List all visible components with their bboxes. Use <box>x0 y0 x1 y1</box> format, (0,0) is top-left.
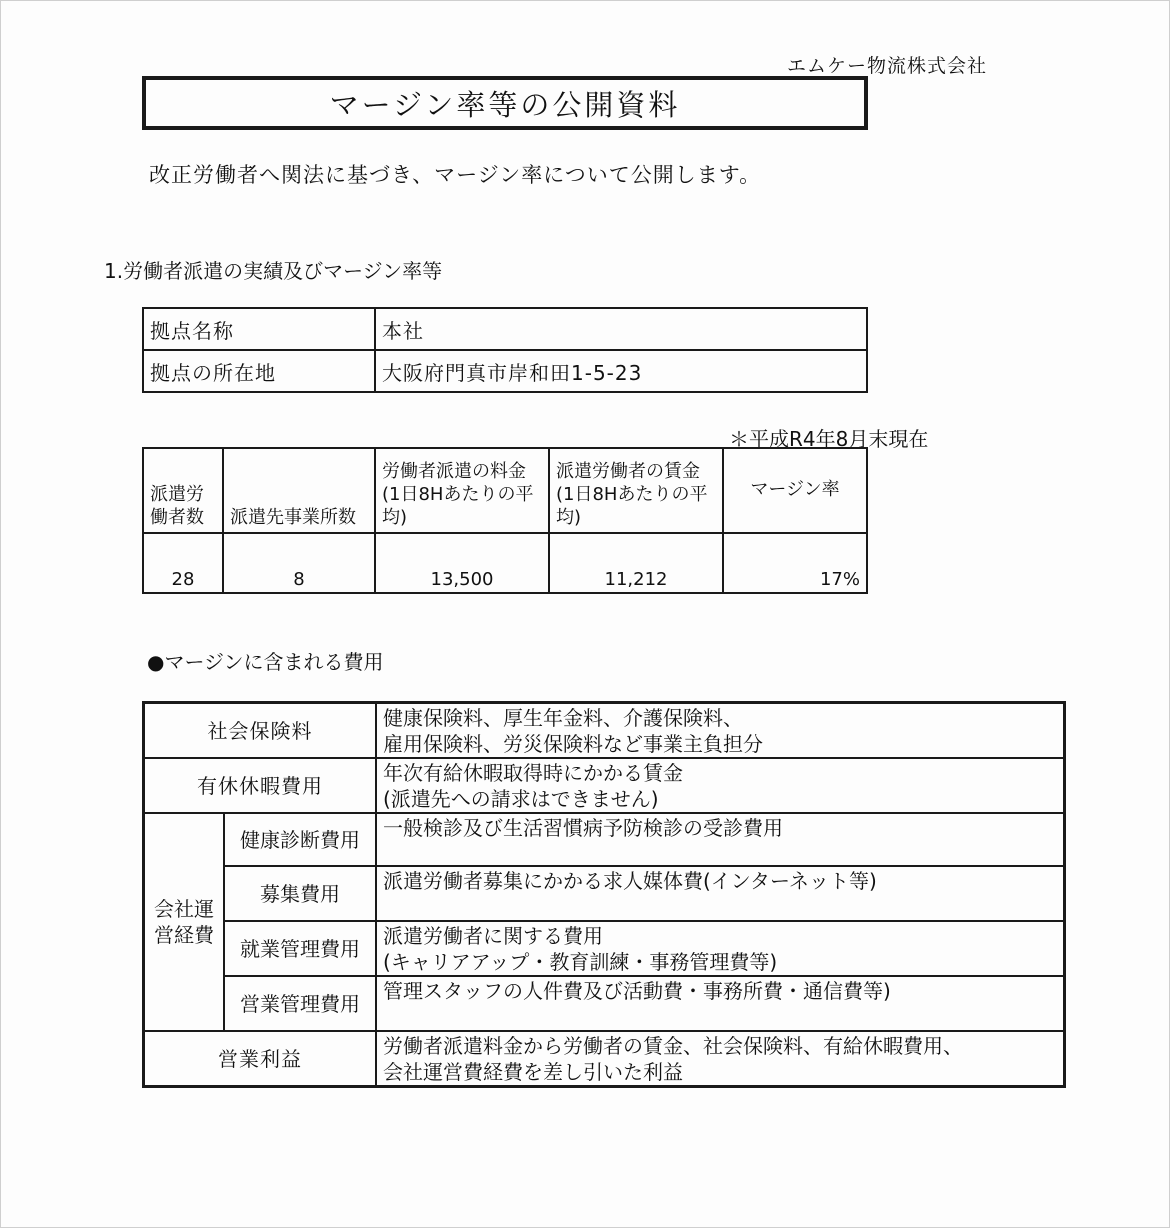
sales-mgmt-desc <box>376 976 1065 1031</box>
sales-mgmt-label: 営業管理費用 <box>224 976 376 1031</box>
value-dispatch-fee: 13,500 <box>375 533 549 593</box>
table-header-row <box>143 448 867 533</box>
base-address-label: 拠点の所在地 <box>143 350 375 392</box>
recruit-desc <box>376 866 1065 921</box>
operating-profit-desc <box>376 1031 1065 1087</box>
cost-table <box>142 701 1066 1088</box>
cost-heading: ●マージンに含まれる費用 <box>147 650 384 674</box>
document-title <box>142 76 868 130</box>
desc-line: (派遣先への請求はできません) <box>383 787 659 811</box>
paid-leave-desc <box>376 758 1065 813</box>
table-row <box>144 866 1065 921</box>
results-table <box>142 447 868 594</box>
section-heading: 1.労働者派遣の実績及びマージン率等 <box>104 259 443 283</box>
base-name-value: 本社 <box>375 308 867 350</box>
header-margin-rate: マージン率 <box>723 448 867 533</box>
document-title-text: マージン率等の公開資料 <box>329 87 681 122</box>
desc-line: 管理スタッフの人件費及び活動費・事務所費・通信費等) <box>383 979 891 1003</box>
base-info-table <box>142 307 868 393</box>
desc-line: 会社運営費経費を差し引いた利益 <box>383 1060 683 1084</box>
company-name: エムケー物流株式会社 <box>787 55 988 77</box>
value-worker-count: 28 <box>143 533 223 593</box>
paid-leave-label: 有休休暇費用 <box>144 758 377 813</box>
social-insurance-desc <box>376 703 1065 759</box>
health-check-desc <box>376 813 1065 866</box>
table-row <box>143 350 867 392</box>
operating-profit-label: 営業利益 <box>144 1031 377 1087</box>
desc-line: 年次有給休暇取得時にかかる賃金 <box>383 761 683 785</box>
desc-line: (キャリアアップ・教育訓練・事務管理費等) <box>383 950 778 974</box>
table-row <box>144 921 1065 976</box>
company-ops-label: 会社運営経費 <box>144 813 225 1031</box>
table-row <box>144 976 1065 1031</box>
table-row <box>144 813 1065 866</box>
table-row <box>144 703 1065 759</box>
value-margin-rate: 17% <box>723 533 867 593</box>
employment-mgmt-label: 就業管理費用 <box>224 921 376 976</box>
base-address-value: 大阪府門真市岸和田1-5-23 <box>375 350 867 392</box>
desc-line: 派遣労働者に関する費用 <box>383 924 603 948</box>
as-of-note: ＊平成R4年8月末現在 <box>729 427 929 451</box>
desc-line: 一般検診及び生活習慣病予防検診の受診費用 <box>383 816 783 840</box>
table-row <box>144 1031 1065 1087</box>
value-worker-wage: 11,212 <box>549 533 723 593</box>
base-name-label: 拠点名称 <box>143 308 375 350</box>
header-worker-wage: 派遣労働者の賃金(1日8Hあたりの平均) <box>549 448 723 533</box>
desc-line: 労働者派遣料金から労働者の賃金、社会保険料、有給休暇費用、 <box>383 1034 963 1058</box>
desc-line: 派遣労働者募集にかかる求人媒体費(インターネット等) <box>383 869 877 893</box>
intro-text: 改正労働者へ関法に基づき、マージン率について公開します。 <box>149 163 762 187</box>
recruit-label: 募集費用 <box>224 866 376 921</box>
table-row <box>143 308 867 350</box>
desc-line: 雇用保険料、労災保険料など事業主負担分 <box>383 732 763 756</box>
header-client-sites: 派遣先事業所数 <box>223 448 375 533</box>
table-row <box>143 533 867 593</box>
header-dispatch-fee: 労働者派遣の料金(1日8Hあたりの平均) <box>375 448 549 533</box>
desc-line: 健康保険料、厚生年金料、介護保険料、 <box>383 706 743 730</box>
social-insurance-label: 社会保険料 <box>144 703 377 759</box>
health-check-label: 健康診断費用 <box>224 813 376 866</box>
table-row <box>144 758 1065 813</box>
employment-mgmt-desc <box>376 921 1065 976</box>
header-worker-count: 派遣労働者数 <box>143 448 223 533</box>
value-client-sites: 8 <box>223 533 375 593</box>
